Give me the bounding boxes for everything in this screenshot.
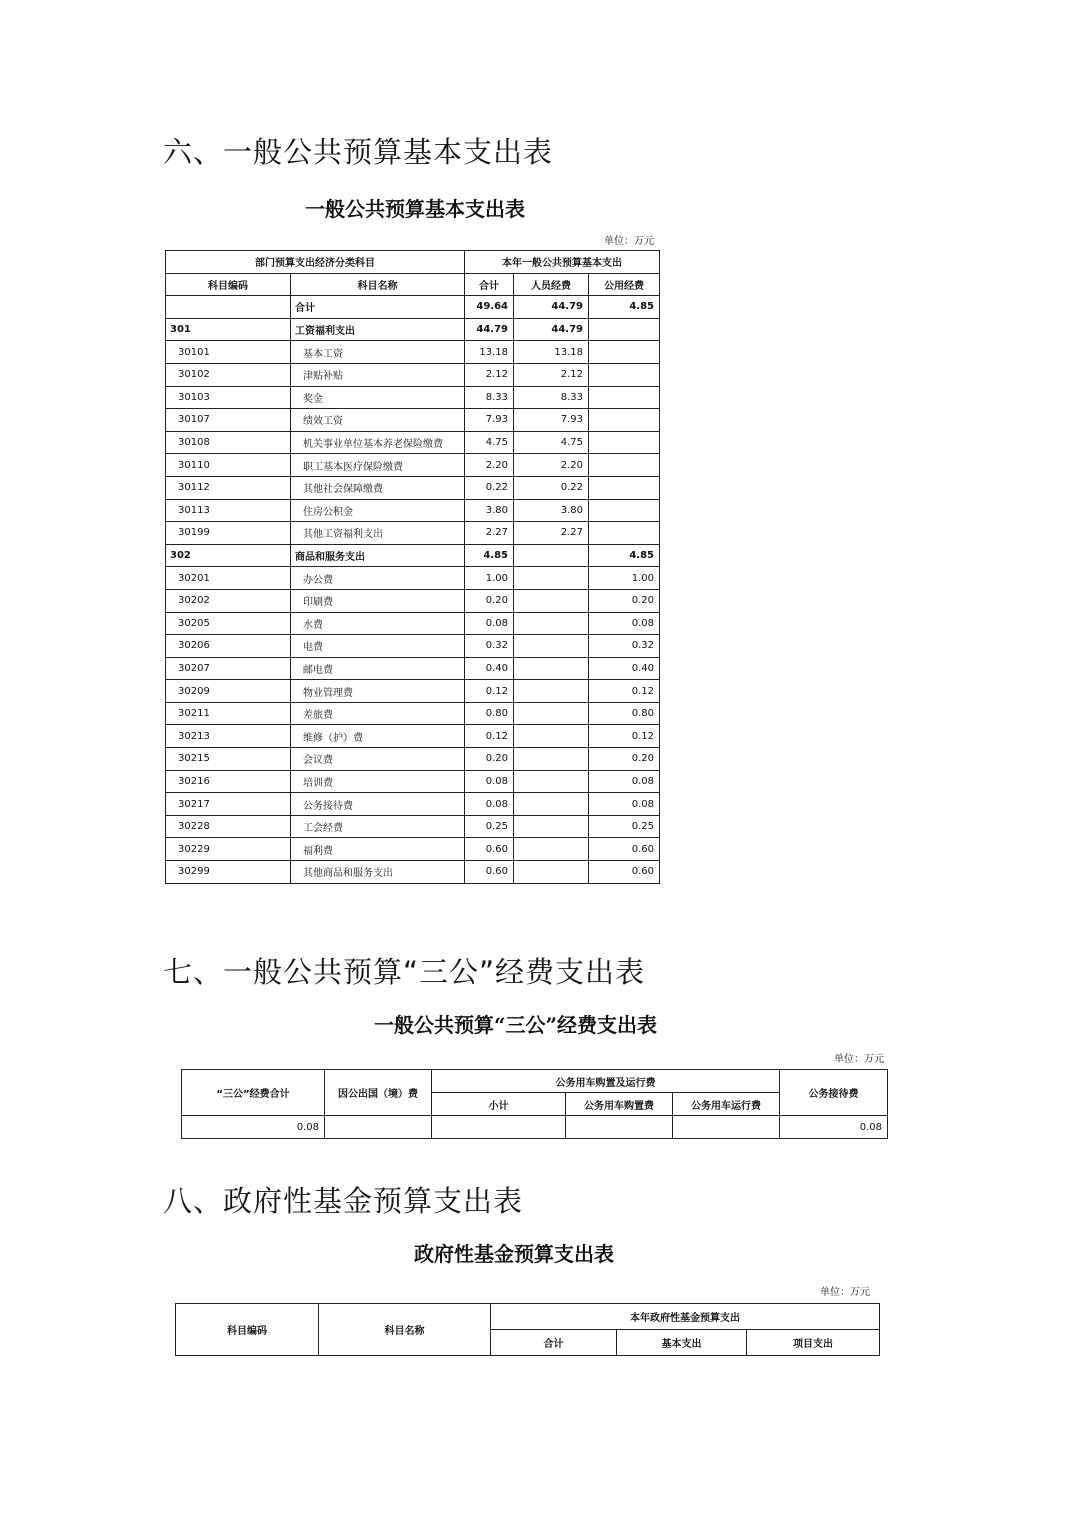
cell-code: 30215 xyxy=(166,748,291,771)
table-row xyxy=(166,544,660,567)
cell-total: 13.18 xyxy=(465,341,514,364)
cell-personnel xyxy=(514,770,589,793)
cell-code: 301 xyxy=(166,318,291,341)
cell-name: 绩效工资 xyxy=(291,409,465,432)
cell-public: 0.20 xyxy=(589,589,660,612)
section-7-table-title: 一般公共预算“三公”经费支出表 xyxy=(374,1013,658,1037)
cell-total: 1.00 xyxy=(465,567,514,590)
header-project: 项目支出 xyxy=(747,1330,880,1356)
cell-personnel xyxy=(514,612,589,635)
cell-code: 30102 xyxy=(166,363,291,386)
header-group-classification: 部门预算支出经济分类科目 xyxy=(166,251,465,274)
cell-code: 30207 xyxy=(166,657,291,680)
cell-name: 其他社会保障缴费 xyxy=(291,476,465,499)
cell-vehicle-purchase xyxy=(566,1116,673,1139)
cell-public xyxy=(589,341,660,364)
cell-personnel xyxy=(514,657,589,680)
cell-total: 0.20 xyxy=(465,589,514,612)
cell-name: 电费 xyxy=(291,635,465,658)
header-fund-group: 本年政府性基金预算支出 xyxy=(491,1304,880,1330)
cell-public: 0.12 xyxy=(589,680,660,703)
cell-total: 0.80 xyxy=(465,702,514,725)
table-row xyxy=(166,748,660,771)
cell-personnel xyxy=(514,544,589,567)
cell-public: 1.00 xyxy=(589,567,660,590)
table-row xyxy=(166,318,660,341)
cell-code: 30103 xyxy=(166,386,291,409)
cell-reception: 0.08 xyxy=(780,1116,888,1139)
cell-public xyxy=(589,409,660,432)
cell-name: 物业管理费 xyxy=(291,680,465,703)
cell-total: 2.20 xyxy=(465,454,514,477)
header-total: 合计 xyxy=(465,273,514,296)
header-abroad: 因公出国（境）费 xyxy=(325,1070,432,1116)
cell-personnel: 13.18 xyxy=(514,341,589,364)
cell-code: 30206 xyxy=(166,635,291,658)
cell-public: 0.25 xyxy=(589,815,660,838)
cell-name: 住房公积金 xyxy=(291,499,465,522)
cell-name: 印刷费 xyxy=(291,589,465,612)
header-vehicle-group: 公务用车购置及运行费 xyxy=(432,1070,780,1093)
cell-name: 机关事业单位基本养老保险缴费 xyxy=(291,431,465,454)
cell-personnel xyxy=(514,567,589,590)
header-total: 合计 xyxy=(491,1330,617,1356)
cell-personnel xyxy=(514,793,589,816)
table-row xyxy=(166,770,660,793)
cell-personnel xyxy=(514,702,589,725)
cell-public xyxy=(589,363,660,386)
cell-name: 其他商品和服务支出 xyxy=(291,861,465,884)
cell-public: 0.80 xyxy=(589,702,660,725)
cell-personnel: 0.22 xyxy=(514,476,589,499)
cell-vehicle-operation xyxy=(673,1116,780,1139)
table-row xyxy=(166,589,660,612)
cell-public: 0.08 xyxy=(589,770,660,793)
cell-public: 0.12 xyxy=(589,725,660,748)
cell-code: 30209 xyxy=(166,680,291,703)
cell-code: 30216 xyxy=(166,770,291,793)
cell-public: 4.85 xyxy=(589,296,660,319)
cell-name: 会议费 xyxy=(291,748,465,771)
cell-code: 30217 xyxy=(166,793,291,816)
cell-personnel: 44.79 xyxy=(514,318,589,341)
cell-total: 8.33 xyxy=(465,386,514,409)
cell-code: 30202 xyxy=(166,589,291,612)
cell-code: 30199 xyxy=(166,522,291,545)
table-row xyxy=(166,363,660,386)
cell-total: 0.08 xyxy=(465,612,514,635)
cell-public xyxy=(589,431,660,454)
section-7-heading: 七、一般公共预算“三公”经费支出表 xyxy=(163,955,646,989)
header-code: 科目编码 xyxy=(176,1304,319,1356)
cell-personnel: 2.12 xyxy=(514,363,589,386)
table-row xyxy=(166,635,660,658)
cell-total: 0.60 xyxy=(465,838,514,861)
cell-personnel xyxy=(514,635,589,658)
three-public-expenditure-table xyxy=(181,1069,888,1139)
table-row xyxy=(166,815,660,838)
cell-total: 49.64 xyxy=(465,296,514,319)
cell-name: 公务接待费 xyxy=(291,793,465,816)
cell-total: 4.75 xyxy=(465,431,514,454)
section-7-unit-label: 单位：万元 xyxy=(834,1054,884,1065)
cell-code: 30205 xyxy=(166,612,291,635)
cell-code: 30211 xyxy=(166,702,291,725)
cell-name: 奖金 xyxy=(291,386,465,409)
cell-public: 0.60 xyxy=(589,861,660,884)
header-subtotal: 小计 xyxy=(432,1093,566,1116)
cell-name: 津贴补贴 xyxy=(291,363,465,386)
cell-code: 30228 xyxy=(166,815,291,838)
header-reception: 公务接待费 xyxy=(780,1070,888,1116)
cell-subtotal xyxy=(432,1116,566,1139)
cell-personnel: 8.33 xyxy=(514,386,589,409)
cell-total: 0.20 xyxy=(465,748,514,771)
cell-total: 4.85 xyxy=(465,544,514,567)
cell-code: 30107 xyxy=(166,409,291,432)
cell-three-public-total: 0.08 xyxy=(182,1116,325,1139)
cell-public: 0.40 xyxy=(589,657,660,680)
cell-personnel: 3.80 xyxy=(514,499,589,522)
cell-public: 0.20 xyxy=(589,748,660,771)
cell-name: 维修（护）费 xyxy=(291,725,465,748)
section-8-heading: 八、政府性基金预算支出表 xyxy=(163,1184,524,1218)
header-group-expenditure: 本年一般公共预算基本支出 xyxy=(465,251,660,274)
cell-personnel xyxy=(514,861,589,884)
cell-public xyxy=(589,318,660,341)
cell-name: 职工基本医疗保险缴费 xyxy=(291,454,465,477)
cell-total: 44.79 xyxy=(465,318,514,341)
table-row xyxy=(166,341,660,364)
cell-personnel xyxy=(514,680,589,703)
cell-total: 0.60 xyxy=(465,861,514,884)
cell-name: 福利费 xyxy=(291,838,465,861)
cell-total: 0.12 xyxy=(465,680,514,703)
section-8-table-title: 政府性基金预算支出表 xyxy=(414,1242,614,1266)
cell-total: 0.12 xyxy=(465,725,514,748)
cell-public: 0.08 xyxy=(589,793,660,816)
cell-name: 邮电费 xyxy=(291,657,465,680)
table-row xyxy=(166,499,660,522)
cell-total: 0.08 xyxy=(465,770,514,793)
cell-public: 0.08 xyxy=(589,612,660,635)
table-row xyxy=(166,793,660,816)
cell-personnel: 7.93 xyxy=(514,409,589,432)
cell-name: 其他工资福利支出 xyxy=(291,522,465,545)
cell-total: 7.93 xyxy=(465,409,514,432)
government-fund-expenditure-table xyxy=(175,1303,880,1356)
cell-personnel xyxy=(514,815,589,838)
cell-public: 0.32 xyxy=(589,635,660,658)
cell-public xyxy=(589,522,660,545)
cell-name: 办公费 xyxy=(291,567,465,590)
cell-abroad xyxy=(325,1116,432,1139)
cell-personnel xyxy=(514,725,589,748)
table-row xyxy=(166,296,660,319)
cell-personnel: 4.75 xyxy=(514,431,589,454)
table-row xyxy=(166,409,660,432)
header-vehicle-purchase: 公务用车购置费 xyxy=(566,1093,673,1116)
table-row xyxy=(166,861,660,884)
cell-total: 0.32 xyxy=(465,635,514,658)
header-basic: 基本支出 xyxy=(617,1330,747,1356)
cell-public xyxy=(589,476,660,499)
table-row xyxy=(166,680,660,703)
table-row xyxy=(166,386,660,409)
cell-name: 水费 xyxy=(291,612,465,635)
cell-personnel: 2.20 xyxy=(514,454,589,477)
cell-total: 2.27 xyxy=(465,522,514,545)
cell-public: 0.60 xyxy=(589,838,660,861)
cell-personnel: 44.79 xyxy=(514,296,589,319)
section-6-heading: 六、一般公共预算基本支出表 xyxy=(163,135,554,169)
cell-total: 0.40 xyxy=(465,657,514,680)
cell-public xyxy=(589,499,660,522)
cell-personnel xyxy=(514,748,589,771)
cell-personnel xyxy=(514,838,589,861)
table-row xyxy=(166,657,660,680)
cell-code: 30113 xyxy=(166,499,291,522)
section-6-table-title: 一般公共预算基本支出表 xyxy=(305,197,525,221)
header-three-public-total: “三公”经费合计 xyxy=(182,1070,325,1116)
cell-total: 2.12 xyxy=(465,363,514,386)
table-row xyxy=(166,702,660,725)
cell-name: 差旅费 xyxy=(291,702,465,725)
table-row xyxy=(166,431,660,454)
cell-code xyxy=(166,296,291,319)
cell-code: 302 xyxy=(166,544,291,567)
cell-name: 工会经费 xyxy=(291,815,465,838)
header-personnel: 人员经费 xyxy=(514,273,589,296)
cell-total: 0.08 xyxy=(465,793,514,816)
cell-personnel: 2.27 xyxy=(514,522,589,545)
table-row xyxy=(166,725,660,748)
cell-public xyxy=(589,386,660,409)
cell-total: 3.80 xyxy=(465,499,514,522)
cell-personnel xyxy=(514,589,589,612)
header-public: 公用经费 xyxy=(589,273,660,296)
table-row xyxy=(182,1116,888,1139)
cell-public xyxy=(589,454,660,477)
cell-code: 30110 xyxy=(166,454,291,477)
cell-code: 30112 xyxy=(166,476,291,499)
cell-name: 基本工资 xyxy=(291,341,465,364)
cell-total: 0.25 xyxy=(465,815,514,838)
section-8-unit-label: 单位：万元 xyxy=(820,1287,870,1298)
cell-name: 工资福利支出 xyxy=(291,318,465,341)
cell-code: 30213 xyxy=(166,725,291,748)
cell-code: 30299 xyxy=(166,861,291,884)
table-row xyxy=(166,838,660,861)
cell-code: 30201 xyxy=(166,567,291,590)
general-budget-basic-expenditure-table xyxy=(165,250,660,884)
cell-code: 30101 xyxy=(166,341,291,364)
table-row xyxy=(166,612,660,635)
cell-name: 培训费 xyxy=(291,770,465,793)
table-row xyxy=(166,522,660,545)
cell-public: 4.85 xyxy=(589,544,660,567)
header-name: 科目名称 xyxy=(319,1304,491,1356)
cell-code: 30108 xyxy=(166,431,291,454)
header-name: 科目名称 xyxy=(291,273,465,296)
table-row xyxy=(166,454,660,477)
header-vehicle-operation: 公务用车运行费 xyxy=(673,1093,780,1116)
cell-total: 0.22 xyxy=(465,476,514,499)
header-code: 科目编码 xyxy=(166,273,291,296)
table-row xyxy=(166,476,660,499)
table-row xyxy=(166,567,660,590)
table-body xyxy=(166,296,660,883)
cell-name: 合计 xyxy=(291,296,465,319)
cell-name: 商品和服务支出 xyxy=(291,544,465,567)
section-6-unit-label: 单位：万元 xyxy=(604,236,654,247)
cell-code: 30229 xyxy=(166,838,291,861)
